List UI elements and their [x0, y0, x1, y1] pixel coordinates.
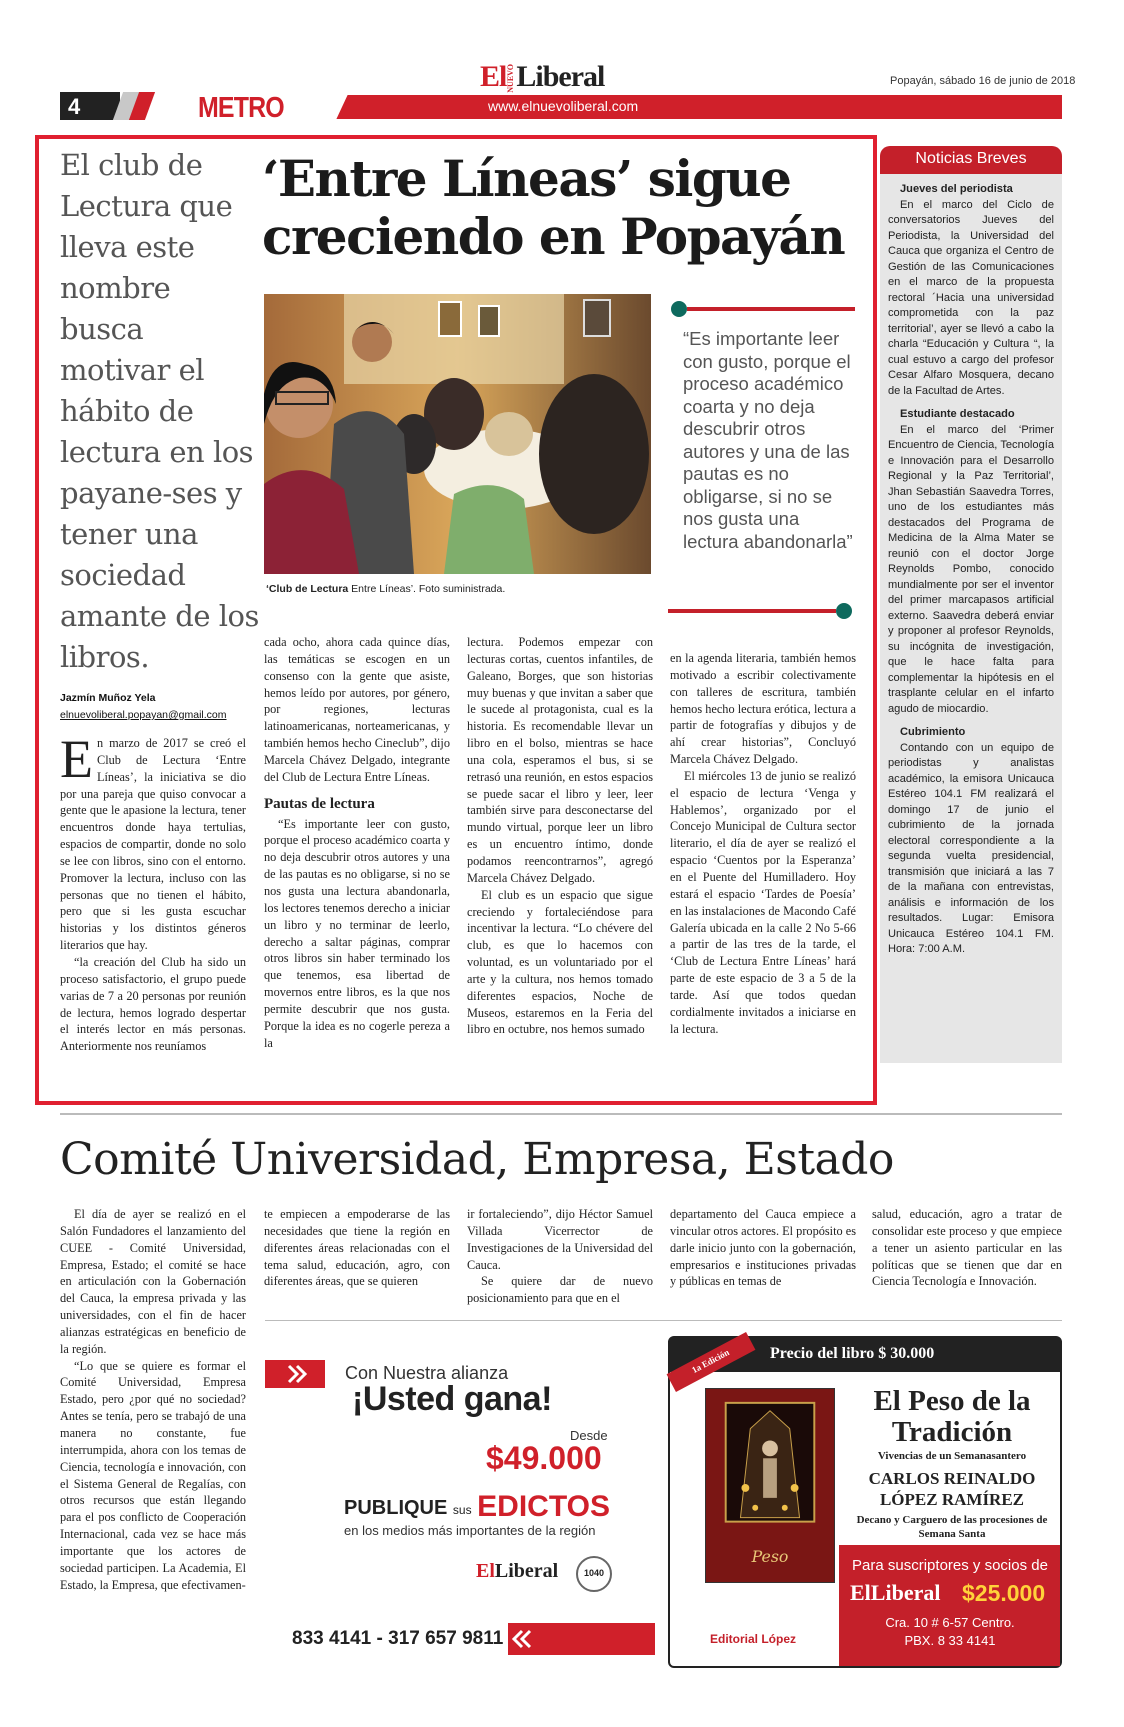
- article-column-3: [467, 634, 653, 1094]
- paragraph: “Es importante leer con gusto, porque el proceso académico coarta y no deja descubrir otros autores y una de las pautas es no obligarse, si no se nos gusta una lectura abandonarla, los lectores tenemos derecho a iniciar un libro y no terminar de leerlo, derecho a saltar páginas, comprar otros libros sin haber terminado los que tenemos, esa libertad de movernos entre libros, es la que nos permite descubrir que nos gusta. Porque la idea es no cogerle pereza a la: [264, 816, 450, 1050]
- paragraph: lectura. Podemos empezar con lecturas cortas, cuentos infantiles, de Galeano, Borges, que son historias muy buenas y que invitan a saber que le sucede al protagonista, cual es la historia. Es recomendable llevar un libro en el bolso, mientras se hace una cola, esperamos el bus, si se retrasó una reunión, en estos espacios se puede sacar el libro y leer, leer también sirve para desconectarse del mundo virtual, porque leer un libro es un encuentro íntimo, donde podamos reencontrarnos”, agregó Marcela Chávez Delgado.: [467, 635, 653, 885]
- photo-caption: ‘Club de Lectura Entre Líneas’. Foto suministrada.: [266, 583, 506, 595]
- byline: [60, 690, 227, 724]
- article2-column-4: [670, 1206, 856, 1316]
- book-ad-address: Cra. 10 # 6-57 Centro. PBX. 8 33 4141: [885, 1615, 1015, 1648]
- ad-logo: ElLiberal: [476, 1560, 559, 1582]
- ad-publique: PUBLIQUE sus EDICTOS: [344, 1490, 610, 1523]
- ad-phone-numbers[interactable]: 833 4141 - 317 657 9811: [292, 1628, 504, 1649]
- book-cover-image: [705, 1388, 835, 1583]
- paragraph: cada ocho, ahora cada quince días, las temáticas se escogen en un consenso con la gente que asiste, hemos leído por autores, por género, por regiones, lecturas latinoamericanas, norteamericanas, y también hemos hecho Cineclub”, dijo Marcela Chávez Delgado, integrante del Club de Lectura Entre Líneas.: [264, 635, 450, 784]
- page-number: 4: [60, 92, 120, 120]
- newspaper-logo: ElNUEVOLiberal: [480, 60, 605, 93]
- paragraph: El miércoles 13 de junio se realizó el espacio de lectura ‘Venga y Hablemos’, organizado por el Concejo Municipal de Cultura sector literario, el día de ayer se realizó el espacio ‘Cuentos por la Esperanza’ en el Puente del Humilladero. Hoy estará el espacio ‘Tardes de Poesía’ en las instalaciones de Macondo Café Galería ubicada en la calle 2 No 5-66 a partir de las tres de la tarde, el ‘Club de Lectura Entre Líneas’ hará parte de este espacio de 3 a 5 de la tarde. Así que todos quedan cordialmente invitados a iniciarse en la lectura.: [670, 768, 856, 1036]
- section-title: METRO: [198, 92, 284, 124]
- dateline: Popayán, sábado 16 de junio de 2018: [890, 75, 1076, 87]
- book-description: Decano y Carguero de las procesiones de Semana Santa: [856, 1514, 1048, 1540]
- article-column-1: [60, 735, 246, 1095]
- pullquote-rule-bottom: [668, 602, 853, 620]
- book-author: CARLOS REINALDO LÓPEZ RAMÍREZ: [868, 1469, 1036, 1509]
- paragraph: en la agenda literaria, también hemos motivado a escribir colectivamente con talleres de escritura, también hemos hecho lectura erótica, lectura a partir de fotografías y dibujos y de ahí crear historias”, Concluyó Marcela Chávez Delgado.: [670, 651, 856, 767]
- paragraph: “Lo que se quiere es formar el Comité Universidad, Empresa Estado, pero ¿por qué no sociedad? Antes se tenía, pero se trabajó de una manera no constante, fue interrumpida, ahora con los temas de Ciencia, tecnología e innovación, con el Sistema General de Regalías, con otros recursos que están llegando para el pos conflicto de Cooperación Internacional, cada vez se hace más importante que los actores de sociedad participen. La Academia, El Estado, la Empresa, que efectivamen-: [60, 1358, 246, 1592]
- paragraph: te empiecen a empoderarse de las necesidades que tiene la región en diferentes áreas relacionadas con el tema salud, educación, agro, con diferentes áreas, que se quieren: [264, 1207, 450, 1289]
- radio-logo-icon: 1040: [576, 1556, 612, 1592]
- book-subtitle: Vivencias de un Semanasantero: [877, 1450, 1027, 1462]
- ad-price: $49.000: [486, 1440, 602, 1476]
- brief-heading: Jueves del periodista: [900, 183, 1013, 195]
- website-url[interactable]: www.elnuevoliberal.com: [488, 98, 639, 114]
- paragraph: Se quiere dar de nuevo posicionamiento para que en el: [467, 1274, 653, 1306]
- brief-body: Contando con un equipo de periodistas y analistas académico, la emisora Unicauca Estéreo 104.1 FM realizará el domingo 17 de junio el cubrimiento de la jornada electoral correspondiente a la segunda vuelta presidencial, transmisión que iniciará a las 7 de la mañana con entrevistas, análisis e información de los resultados. Lugar: Emisora Unicauca Estéreo 104.1 FM. Hora: 7:00 A.M.: [888, 741, 1054, 955]
- subscriber-label: Para suscriptores y socios de: [852, 1557, 1048, 1574]
- chevron-right-icon: [265, 1360, 325, 1388]
- article-column-2: [264, 634, 450, 1094]
- article-standfirst: El club de Lectura que lleva este nombre busca motivar el hábito de lectura en los payane-ses y tener una sociedad amante de los libros.: [60, 148, 259, 674]
- article2-column-2: [264, 1206, 450, 1316]
- drop-cap: E: [60, 735, 93, 789]
- book-ad-logo: ElLiberal: [850, 1580, 941, 1605]
- subscriber-price: $25.000: [962, 1580, 1046, 1606]
- paragraph: El club es un espacio que sigue creciendo y fortaleciéndose para incentivar la lectura. “Lo chévere del club, es que lo hacemos con voluntad, es un voluntariado por el arte y la cultura, nos hemos tomado diferentes espacios, Noche de Museos, estaremos en la Feria del libro en octubre, nos hemos sumado: [467, 887, 653, 1037]
- brief-body: En el marco del ‘Primer Encuentro de Ciencia, Tecnología e Innovación para el Desarrollo Regional y la Paz Territorial’, Jhan Sebastián Saavedra Torres, uno de los estudiantes más destacados del Programa de Medicina de la Alma Mater se reunió con el doctor Jorge Reynolds Pombo, conocido mundialmente por ser el inventor del primer marcapasos artificial externo. Saavedra deberá enviar y proponer al profesor Reynolds, su incógnita de investigación, que le hace falta para complementar la hipótesis en el trasplante celular en el infarto agudo de miocardio.: [888, 423, 1054, 715]
- sidebar-title: Noticias Breves: [880, 146, 1062, 174]
- paragraph: salud, educación, agro a tratar de consolidar este proceso y que empiece a tener un asiento particular en las políticas que se tienen que dar en Ciencia Tecnología e Innovación.: [872, 1207, 1062, 1289]
- ad-divider: [265, 1320, 1062, 1321]
- paragraph: departamento del Cauca empiece a vincular otros actores. El propósito es darle inicio junto con la gobernación, empresarios e instituciones privadas y públicas en temas de: [670, 1207, 856, 1289]
- article-photo: [264, 294, 651, 574]
- sidebar-briefs: [888, 182, 1054, 958]
- subheading: Pautas de lectura: [264, 795, 375, 812]
- paragraph: El día de ayer se realizó en el Salón Fundadores el lanzamiento del CUEE - Comité Universidad, Empresa, Estado; el comité se hace en articulación con la Gobernación del Cauca, la empresa privada y las universidades, con el fin de hacer alianzas estratégicas en beneficio de la región.: [60, 1207, 246, 1356]
- article-headline: ‘Entre Líneas’ sigue creciendo en Popayán: [262, 149, 845, 266]
- edition-ribbon: 1a Edición: [667, 1332, 756, 1392]
- chevron-left-icon: [508, 1623, 538, 1655]
- brief-heading: Cubrimiento: [900, 726, 966, 738]
- svg-text:Peso: Peso: [751, 1547, 789, 1567]
- brief-body: En el marco del Ciclo de conversatorios Jueves del Periodista, la Universidad del Cauca que organiza el Centro de Gestión de las Comunicaciones en el marco de la propuesta rectoral ´Hacia una universidad comprometida con la paz territorial’, ayer se llevó a cabo la charla “Educación y Cultura “, la cual estuvo a cargo del profesor Cesar Alfaro Mosquera, decano de la Facultad de Artes.: [888, 198, 1054, 397]
- section-divider: [60, 1113, 1062, 1115]
- brief-heading: Estudiante destacado: [900, 408, 1015, 420]
- ad-headline: ¡Usted gana!: [352, 1380, 552, 1418]
- publisher-logo: Editorial López: [710, 1632, 797, 1646]
- article2-column-1: [60, 1206, 246, 1666]
- header-red-bar: [328, 95, 1062, 119]
- pullquote: “Es importante leer con gusto, porque el proceso académico coarta y no deja descubrir otros autores y una de las pautas es no obligarse, si no se nos gusta una lectura abandonarla”: [683, 328, 853, 552]
- paragraph: En marzo de 2017 se creó el Club de Lectura ‘Entre Líneas’, la iniciativa se dio por una pareja que quiso convocar a gente que le apasione la lectura, tener encuentros donde haya tertulias, espacios de compartir, donde no solo se lee con libros, sino con el entorno. Promover la lectura, incluso con las personas que no tienen el hábito, pero que si les gusta escuchar historias y los distintos géneros literarios que hay.: [60, 735, 246, 953]
- ad-subtext: en los medios más importantes de la región: [344, 1523, 596, 1538]
- author-email[interactable]: elnuevoliberal.popayan@gmail.com: [60, 709, 227, 721]
- book-title: El Peso de la Tradición: [873, 1385, 1031, 1448]
- ad-kicker: Con Nuestra alianza: [345, 1363, 509, 1383]
- pullquote-rule-top: [670, 300, 855, 318]
- paragraph: “la creación del Club ha sido un proceso satisfactorio, el grupo puede varias de 7 a 20 personas por reunión de lectura, hemos logrado despertar el interés lector en más personas. Anteriormente nos reuníamos: [60, 954, 246, 1054]
- author-name: Jazmín Muñoz Yela: [60, 692, 156, 704]
- article-column-4: [670, 650, 856, 1094]
- ad-price-label: Desde: [570, 1428, 608, 1443]
- article2-column-5: [872, 1206, 1062, 1316]
- paragraph: ir fortaleciendo”, dijo Héctor Samuel Villada Vicerrector de Investigaciones de la Universidad del Cauca.: [467, 1207, 653, 1272]
- article-headline-2: Comité Universidad, Empresa, Estado: [60, 1134, 894, 1185]
- book-price: Precio del libro $ 30.000: [770, 1345, 935, 1362]
- article2-column-3: [467, 1206, 653, 1316]
